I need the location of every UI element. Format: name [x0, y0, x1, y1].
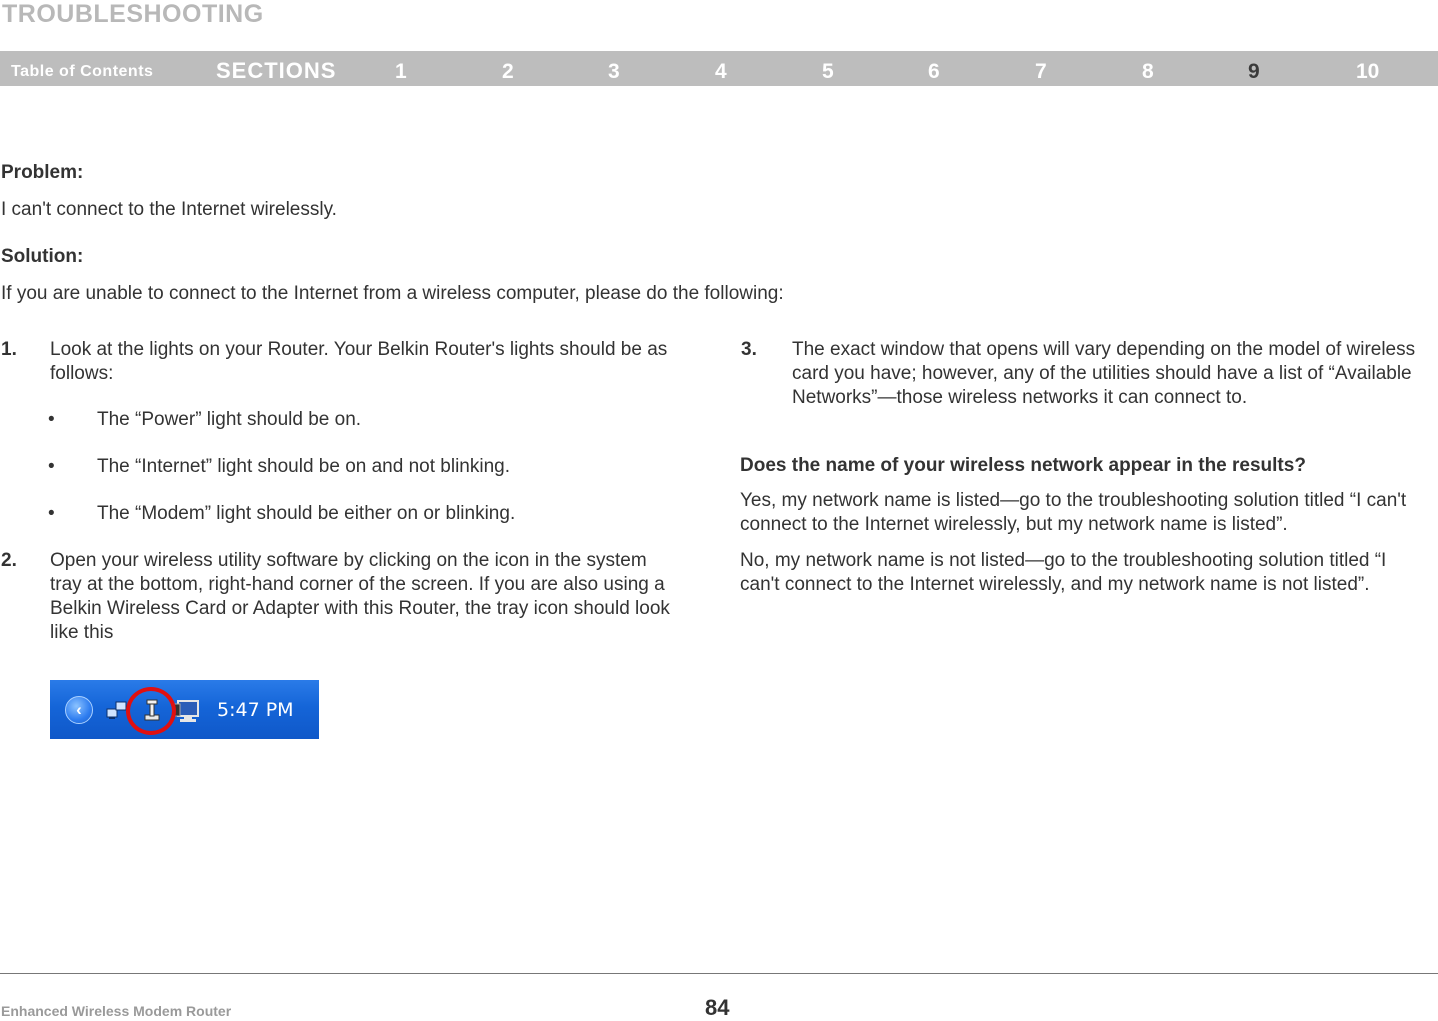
nav-section-1[interactable]: 1 [395, 60, 407, 83]
nav-section-9[interactable]: 9 [1248, 60, 1260, 83]
section-nav-bar [0, 51, 1438, 86]
bullet-dot: • [48, 409, 55, 430]
nav-section-6[interactable]: 6 [928, 60, 940, 83]
left-column [0, 338, 710, 645]
step-number: 2. [1, 550, 17, 571]
network-icon[interactable] [106, 700, 128, 720]
step-text: Open your wireless utility software by clicking on the icon in the system tray at the bottom, right-hand corner of the screen. If you are also using a Belkin Wireless Card or Adapter with this Router, the tray icon should look like this [50, 550, 670, 643]
question-heading: Does the name of your wireless network appear in the results? [740, 455, 1306, 476]
step-number: 1. [1, 339, 17, 360]
bullet-item [0, 502, 710, 526]
step-text: Look at the lights on your Router. Your Belkin Router's lights should be as follows: [50, 339, 668, 384]
right-column [740, 338, 1430, 597]
nav-section-5[interactable]: 5 [822, 60, 834, 83]
bullet-text: The “Power” light should be on. [97, 409, 362, 430]
step-text: The exact window that opens will vary depending on the model of wireless card you have; however, any of the utilities should have a list of “Available Networks”—those wireless networks it can connect to. [792, 339, 1416, 408]
answer-yes: Yes, my network name is listed—go to the troubleshooting solution titled “I can't connect to the Internet wirelessly, but my network name is listed”. [740, 490, 1407, 535]
step-number: 3. [741, 339, 757, 360]
problem-heading: Problem: [1, 162, 84, 183]
sections-label: SECTIONS [216, 58, 337, 83]
nav-section-4[interactable]: 4 [715, 60, 727, 83]
bullet-dot: • [48, 503, 55, 524]
bullet-text: The “Internet” light should be on and not blinking. [97, 456, 510, 477]
nav-section-8[interactable]: 8 [1142, 60, 1154, 83]
solution-text: If you are unable to connect to the Internet from a wireless computer, please do the following: [1, 283, 784, 304]
bullet-dot: • [48, 456, 55, 477]
bullet-item [0, 408, 710, 432]
chevron-left-icon[interactable]: ‹ [65, 696, 93, 724]
nav-section-3[interactable]: 3 [608, 60, 620, 83]
system-tray-screenshot [50, 680, 319, 739]
solution-heading: Solution: [1, 246, 84, 267]
page-number: 84 [705, 995, 730, 1020]
bullet-text: The “Modem” light should be either on or blinking. [97, 503, 516, 524]
nav-section-10[interactable]: 10 [1356, 60, 1380, 83]
step-2 [0, 549, 710, 645]
highlight-circle [126, 687, 176, 735]
footer-divider [0, 973, 1438, 974]
tray-clock[interactable]: 5:47 PM [217, 699, 294, 721]
footer-product-name: Enhanced Wireless Modem Router [1, 1003, 232, 1019]
step-1 [0, 338, 710, 386]
answer-no: No, my network name is not listed—go to the troubleshooting solution titled “I can't connect to the Internet wirelessly, and my network name is not listed”. [740, 550, 1387, 595]
page-header-title: TROUBLESHOOTING [2, 0, 264, 28]
monitor-icon[interactable] [172, 699, 200, 723]
nav-section-2[interactable]: 2 [502, 60, 514, 83]
table-of-contents-link[interactable]: Table of Contents [11, 63, 154, 80]
nav-section-7[interactable]: 7 [1035, 60, 1047, 83]
bullet-item [0, 455, 710, 479]
problem-text: I can't connect to the Internet wirelessly. [1, 199, 337, 220]
step-3 [740, 338, 1430, 410]
